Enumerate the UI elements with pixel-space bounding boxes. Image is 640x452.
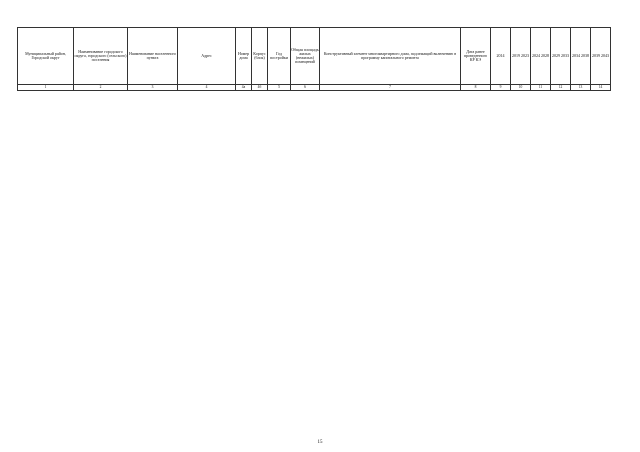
- header-building: Корпус (блок): [252, 28, 268, 85]
- header-locality: Наименование населенного пункта: [128, 28, 178, 85]
- column-number: 3: [128, 85, 178, 91]
- column-number: 6: [291, 85, 320, 91]
- column-number: 7: [320, 85, 461, 91]
- column-number: 12: [551, 85, 571, 91]
- header-period-2034-2038: 2034 2038: [571, 28, 591, 85]
- column-number: 4а: [236, 85, 252, 91]
- capital-repair-table: [17, 27, 611, 91]
- column-number: 13: [571, 85, 591, 91]
- header-period-2039-2043: 2039 2043: [591, 28, 611, 85]
- header-period-2024-2028: 2024 2028: [531, 28, 551, 85]
- column-number: 4б: [252, 85, 268, 91]
- column-number: 14: [591, 85, 611, 91]
- header-row: [18, 28, 611, 85]
- column-number: 2: [74, 85, 128, 91]
- column-number: 5: [268, 85, 291, 91]
- column-number: 9: [491, 85, 511, 91]
- column-number-row: [18, 85, 611, 91]
- header-period-2029-2033: 2029 2033: [551, 28, 571, 85]
- header-period-2019-2023: 2019 2023: [511, 28, 531, 85]
- page-number: 15: [317, 440, 323, 445]
- header-year-built: Год постройки: [268, 28, 291, 85]
- header-previous-repair-date: Дата ранее проведенного КР КЭ: [461, 28, 491, 85]
- header-district: Муниципальный район, Городской округ: [18, 28, 74, 85]
- header-address: Адрес: [178, 28, 236, 85]
- header-total-area: Общая площадь жилых (нежилых) помещений: [291, 28, 320, 85]
- header-settlement: Наименование городского округа, городского (сельского) поселения: [74, 28, 128, 85]
- column-number: 11: [531, 85, 551, 91]
- header-period-2014: 2014: [491, 28, 511, 85]
- column-number: 4: [178, 85, 236, 91]
- header-house-number: Номер дома: [236, 28, 252, 85]
- header-structural-element: Конструктивный элемент многоквартирного дома, подлежащий включению в программу капитального ремонта: [320, 28, 461, 85]
- capital-repair-table-sheet: [17, 27, 610, 91]
- column-number: 1: [18, 85, 74, 91]
- column-number: 10: [511, 85, 531, 91]
- column-number: 8: [461, 85, 491, 91]
